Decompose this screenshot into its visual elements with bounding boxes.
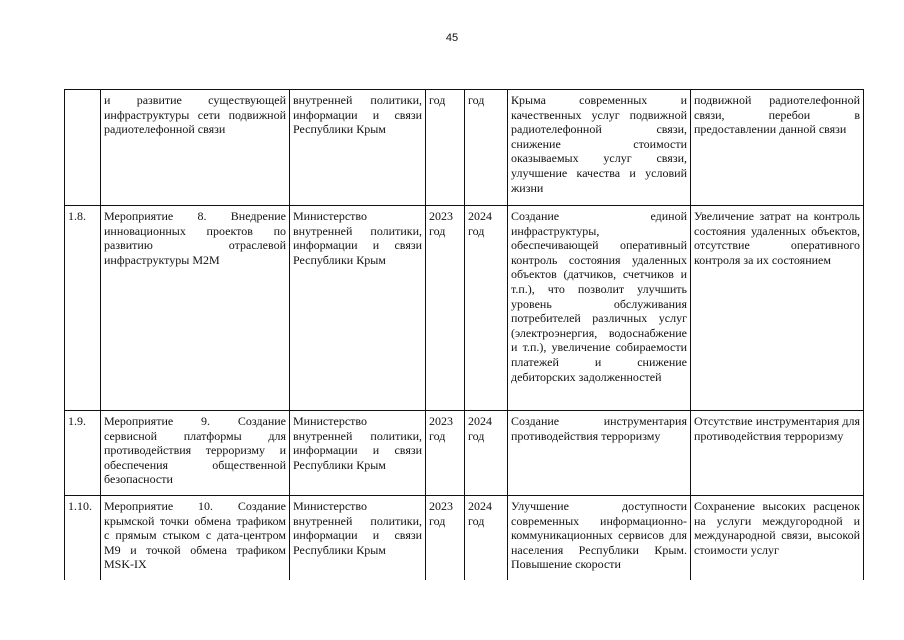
table-row — [65, 90, 864, 206]
executor-cell: Министерство внутренней политики, информации и связи Республики Крым — [290, 411, 426, 496]
table-row — [65, 496, 864, 580]
consequence-cell: подвижной радиотелефонной связи, перебои в предоставлении данной связи — [691, 90, 864, 206]
page-number: 45 — [445, 32, 459, 44]
end-year-cell: 2024 год — [465, 496, 508, 580]
result-cell: Создание инструментария противодействия терроризму — [508, 411, 691, 496]
end-year-cell: 2024 год — [465, 411, 508, 496]
row-number-cell: 1.10. — [65, 496, 101, 580]
measure-cell: Мероприятие 8. Внедрение инновационных проектов по развитию отраслевой инфраструктуры М2М — [101, 206, 290, 411]
result-cell: Создание единой инфраструктуры, обеспечивающей оперативный контроль состояния удаленных объектов (датчиков, счетчиков и т.п.), что позволит улучшить уровень обслуживания потребителей различных услуг (электроэнергия, водоснабжение и т.п.), увеличение собираемости платежей и снижение дебиторских задолженностей — [508, 206, 691, 411]
measures-table — [64, 89, 864, 580]
measure-cell: Мероприятие 10. Создание крымской точки обмена трафиком с прямым стыком с дата-центром М9 и точкой обмена трафиком MSK-IX — [101, 496, 290, 580]
end-year-cell: 2024 год — [465, 206, 508, 411]
measure-cell: и развитие существующей инфраструктуры сети подвижной радиотелефонной связи — [101, 90, 290, 206]
start-year-cell: 2023 год — [426, 206, 465, 411]
consequence-cell: Сохранение высоких расценок на услуги междугородной и международной связи, высокой стоимости услуг — [691, 496, 864, 580]
row-number-cell: 1.8. — [65, 206, 101, 411]
start-year-cell: 2023 год — [426, 496, 465, 580]
row-number-cell — [65, 90, 101, 206]
consequence-cell: Отсутствие инструментария для противодействия терроризму — [691, 411, 864, 496]
table-row — [65, 411, 864, 496]
start-year-cell: год — [426, 90, 465, 206]
executor-cell: внутренней политики, информации и связи Республики Крым — [290, 90, 426, 206]
end-year-cell: год — [465, 90, 508, 206]
table-row — [65, 206, 864, 411]
executor-cell: Министерство внутренней политики, информации и связи Республики Крым — [290, 496, 426, 580]
result-cell: Крыма современных и качественных услуг подвижной радиотелефонной связи, снижение стоимости оказываемых услуг связи, улучшение качества и условий жизни — [508, 90, 691, 206]
start-year-cell: 2023 год — [426, 411, 465, 496]
result-cell: Улучшение доступности современных информационно-коммуникационных сервисов для населения Республики Крым. Повышение скорости — [508, 496, 691, 580]
row-number-cell: 1.9. — [65, 411, 101, 496]
consequence-cell: Увеличение затрат на контроль состояния удаленных объектов, отсутствие оперативного контроля за их состоянием — [691, 206, 864, 411]
executor-cell: Министерство внутренней политики, информации и связи Республики Крым — [290, 206, 426, 411]
measure-cell: Мероприятие 9. Создание сервисной платформы для противодействия терроризму и обеспечения общественной безопасности — [101, 411, 290, 496]
